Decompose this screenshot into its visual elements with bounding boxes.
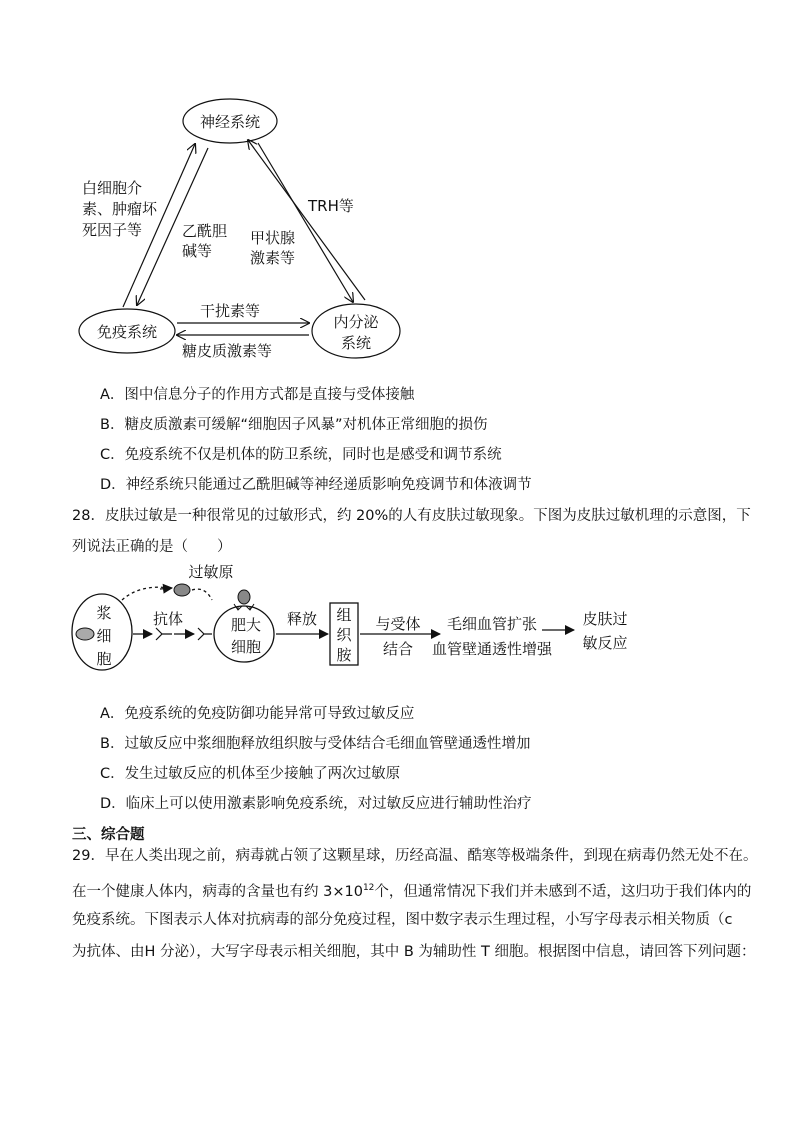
allergen-label: 过敏原 — [188, 563, 234, 581]
histamine-label-1: 组 — [336, 606, 352, 624]
q29-line-2-post: 个，但通常情况下我们并未感到不适，这归功于我们体内的 — [374, 883, 752, 900]
label-interleukin-1: 白细胞介 — [82, 179, 143, 197]
result-label-1: 皮肤过 — [582, 610, 628, 628]
q29-line-3: 免疫系统。下图表示人体对抗病毒的部分免疫过程，图中数字表示生理过程，小写字母表示相关物质（c — [72, 912, 733, 928]
q28-option-d: D．临床上可以使用激素影响免疫系统，对过敏反应进行辅助性治疗 — [100, 796, 532, 812]
plasma-cell-label-3: 胞 — [96, 650, 112, 668]
antibody-bound-icon — [198, 628, 212, 640]
label-glucocorticoid: 糖皮质激素等 — [182, 342, 273, 360]
q27-option-c: C．免疫系统不仅是机体的防卫系统，同时也是感受和调节系统 — [100, 447, 502, 463]
bind-receptor-label-1: 与受体 — [375, 615, 421, 633]
q29-line-4: 为抗体、由H 分泌），大写字母表示相关细胞，其中 B 为辅助性 T 细胞。根据图中信息，请回答下列问题： — [72, 944, 756, 960]
q28-stem-line-2: 列说法正确的是（ ） — [72, 539, 232, 555]
q28-option-a: A．免疫系统的免疫防御功能异常可导致过敏反应 — [100, 706, 415, 722]
mast-cell-allergen — [238, 590, 250, 604]
antibody-y-icon — [156, 628, 172, 640]
dashed-curve-to-mast — [192, 589, 212, 600]
q27-option-a: A．图中信息分子的作用方式都是直接与受体接触 — [100, 387, 415, 403]
label-trh: TRH等 — [308, 197, 354, 215]
histamine-label-2: 织 — [336, 626, 352, 644]
label-thyroid-1: 甲状腺 — [250, 229, 296, 247]
section-title: 三、综合题 — [72, 827, 145, 843]
label-acetylcholine-1: 乙酰胆 — [182, 222, 228, 240]
q29-line-2-pre: 在一个健康人体内，病毒的含量也有约 3×10 — [72, 883, 363, 900]
q29-line-2-exponent: 12 — [362, 883, 375, 893]
q27-option-b: B．糖皮质激素可缓解“细胞因子风暴”对机体正常细胞的损伤 — [100, 417, 488, 433]
arrow-to-allergen — [160, 588, 172, 589]
label-interferon: 干扰素等 — [200, 302, 261, 320]
bind-receptor-label-2: 结合 — [382, 640, 414, 658]
mast-cell-label-1: 肥大 — [230, 616, 262, 634]
q28-option-b: B．过敏反应中浆细胞释放组织胺与受体结合毛细血管壁通透性增加 — [100, 736, 531, 752]
label-interleukin-2: 素、肿瘤坏 — [82, 200, 158, 218]
histamine-label-3: 胺 — [336, 646, 352, 664]
q29-line-2 — [72, 878, 751, 902]
mast-cell-label-2: 细胞 — [230, 638, 262, 656]
endocrine-system-label-2: 系统 — [340, 334, 372, 352]
label-interleukin-3: 死因子等 — [82, 221, 143, 239]
q28-option-c: C．发生过敏反应的机体至少接触了两次过敏原 — [100, 766, 401, 782]
plasma-cell-nucleus — [76, 628, 94, 640]
plasma-cell-label-2: 细 — [96, 627, 112, 645]
q27-option-d: D．神经系统只能通过乙酰胆碱等神经递质影响免疫调节和体液调节 — [100, 477, 532, 493]
effect-label-1: 毛细血管扩张 — [446, 615, 538, 633]
antibody-label: 抗体 — [152, 610, 184, 628]
effect-label-2: 血管壁通透性增强 — [431, 640, 553, 658]
q28-stem-line-1: 28．皮肤过敏是一种很常见的过敏形式，约 20%的人有皮肤过敏现象。下图为皮肤过敏机理的示意图，下 — [72, 508, 751, 524]
nervous-system-label: 神经系统 — [199, 113, 261, 131]
release-label: 释放 — [286, 610, 318, 628]
endocrine-system-label-1: 内分泌 — [333, 313, 379, 331]
plasma-cell-label-1: 浆 — [96, 604, 112, 622]
label-acetylcholine-2: 碱等 — [182, 242, 213, 260]
result-label-2: 敏反应 — [582, 634, 628, 652]
allergen-particle — [174, 584, 190, 596]
immune-system-label: 免疫系统 — [96, 323, 158, 341]
q29-line-1: 29．早在人类出现之前，病毒就占领了这颗星球，历经高温、酷寒等极端条件，到现在病毒仍然无处不在。 — [72, 848, 758, 864]
label-thyroid-2: 激素等 — [250, 249, 296, 267]
